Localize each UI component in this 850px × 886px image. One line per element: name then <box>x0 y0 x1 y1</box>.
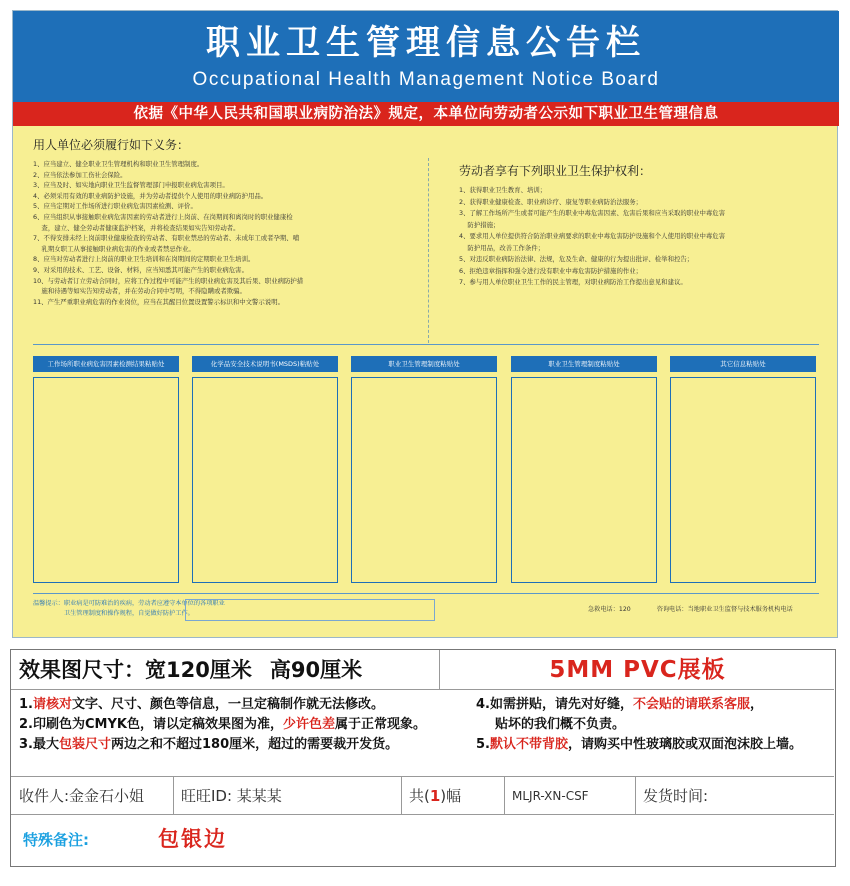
law-notice-bar: 依据《中华人民共和国职业病防治法》规定，本单位向劳动者公示如下职业卫生管理信息 <box>13 102 839 126</box>
warm-tip-line: 温馨提示：职业病是可防难治的疾病，劳动者应遵守本单位的各项职业 <box>33 600 225 607</box>
panel-paste-area <box>351 377 497 583</box>
panel-hazard-results <box>33 356 179 584</box>
tip-frame <box>185 599 435 621</box>
rights-title: 劳动者享有下列职业卫生保护权利： <box>459 164 652 178</box>
list-item: 5、应当定期对工作场所进行职业病危害因素检测、评价。 <box>33 202 197 211</box>
note-3: 3.最大包装尺寸两边之和不超过180厘米，超过的需要裁开发货。 <box>19 737 399 752</box>
note-5: 5.默认不带背胶，请购买中性玻璃胶或双面泡沫胶上墙。 <box>476 737 803 752</box>
size-width: 宽120厘米 <box>145 658 252 682</box>
list-item: 2、获得职业健康检查、职业病诊疗、康复等职业病防治法服务； <box>459 197 643 206</box>
column-divider <box>428 158 429 343</box>
list-item: 8、应当对劳动者进行上岗前的职业卫生培训和在岗期间的定期职业卫生培训。 <box>33 255 255 264</box>
list-item: 防护用品，改善工作条件； <box>459 243 545 252</box>
footer-separator <box>33 593 819 594</box>
list-item: 5、对违反职业病防治法律、法规，危及生命、健康的行为提出批评、检举和控告； <box>459 255 694 263</box>
list-item: 查，建立、健全劳动者健康监护档案，并将检查结果如实告知劳动者。 <box>33 223 240 232</box>
list-item: 11、产生严重职业病危害的作业岗位，应当在其醒目位置设置警示标识和中文警示说明。 <box>33 297 284 306</box>
panel-paste-area <box>511 377 657 583</box>
spec-notes <box>11 690 834 777</box>
warm-tip-line: 卫生管理制度和操作规程，自觉做好防护工作。 <box>33 609 194 617</box>
list-item: 7、参与用人单位职业卫生工作的民主管理，对职业病防治工作提出意见和建议。 <box>459 278 687 286</box>
panel-header: 工作场所职业病危害因素检测结果粘贴处 <box>33 356 179 372</box>
panel-header: 其它信息粘贴处 <box>670 356 816 372</box>
panel-msds <box>192 356 338 584</box>
notice-board <box>12 10 838 638</box>
board-header <box>13 11 839 102</box>
remark-value: 包银边 <box>158 827 227 851</box>
board-title-en: Occupational Health Management Notice Board <box>192 69 660 90</box>
rights-section <box>459 163 819 289</box>
recipient: 收件人:金金石小姐 <box>19 787 145 805</box>
list-item: 3、应当及时、如实地向职业卫生监督管理部门申报职业病危害项目。 <box>33 181 229 190</box>
section-separator <box>33 344 819 345</box>
spec-row-shipping <box>11 777 834 815</box>
consult-phone: 咨询电话：当地职业卫生监督与技术服务机构电话 <box>656 606 793 613</box>
quantity: 共(1)幅 <box>409 787 462 805</box>
list-item: 9、对采用的技术、工艺、设备、材料，应当知悉其可能产生的职业病危害。 <box>33 265 248 274</box>
size-info <box>19 656 362 684</box>
list-item: 3、了解工作场所产生或者可能产生的职业中毒危害因素、危害后果和应当采取的职业中毒危害 <box>459 209 726 217</box>
panel-other-info <box>670 356 816 584</box>
phone-info <box>588 604 793 613</box>
note-4: 4.如需拼贴，请先对好缝，不会贴的请联系客服， <box>476 697 764 712</box>
list-item: 防护措施； <box>459 220 500 229</box>
panel-paste-area <box>670 377 816 583</box>
list-item: 10、与劳动者订立劳动合同时，应将工作过程中可能产生的职业病危害及其后果、职业病防护措 <box>33 276 304 285</box>
product-code: MLJR-XN-CSF <box>512 789 589 803</box>
material-label: 5MM PVC展板 <box>549 657 726 683</box>
note-1: 1.请核对文字、尺寸、颜色等信息，一旦定稿制作就无法修改。 <box>19 697 385 712</box>
ship-time: 发货时间: <box>643 787 709 805</box>
board-title-cn: 职业卫生管理信息公告栏 <box>206 23 646 63</box>
duties-section <box>33 137 418 307</box>
size-height: 高90厘米 <box>269 658 363 682</box>
list-item: 6、应当组织从事接触职业病危害因素的劳动者进行上岗前、在岗期间和离岗时的职业健康检 <box>33 212 293 221</box>
list-item: 施和待遇等如实告知劳动者，并在劳动合同中写明，不得隐瞒或者欺骗。 <box>33 287 246 296</box>
list-item: 乳期女职工从事接触职业病危害的作业或者禁忌作业。 <box>33 244 195 253</box>
panel-rules-1 <box>351 356 497 584</box>
list-item: 7、不得安排未经上岗前职业健康检查的劳动者、有职业禁忌的劳动者、未成年工或者孕期、哺 <box>33 234 300 243</box>
remark-label: 特殊备注: <box>23 831 89 849</box>
wangwang-id: 旺旺ID: 某某某 <box>181 787 282 805</box>
note-4-cont: 贴坏的我们概不负责。 <box>495 717 626 732</box>
panel-header: 职业卫生管理制度粘贴处 <box>351 356 497 372</box>
size-label: 效果图尺寸： <box>19 658 145 682</box>
spec-table <box>10 649 836 867</box>
panel-paste-area <box>33 377 179 583</box>
spec-row-size <box>11 650 834 690</box>
spec-row-remark <box>11 815 834 865</box>
panel-paste-area <box>192 377 338 583</box>
panel-header: 化学品安全技术说明书(MSDS)粘贴处 <box>192 356 338 372</box>
duties-list <box>33 159 418 307</box>
panel-header: 职业卫生管理制度粘贴处 <box>511 356 657 372</box>
duties-title: 用人单位必须履行如下义务： <box>33 138 190 152</box>
rights-list <box>459 185 819 289</box>
list-item: 2、应当依法参加工伤社会保险。 <box>33 170 127 179</box>
note-2: 2.印刷色为CMYK色，请以定稿效果图为准，少许色差属于正常现象。 <box>19 717 426 732</box>
list-item: 1、获得职业卫生教育、培训； <box>459 186 547 194</box>
list-item: 4、必须采用有效的职业病防护设施，并为劳动者提供个人使用的职业病防护用品。 <box>33 191 268 200</box>
emergency-phone: 急救电话：120 <box>588 606 631 613</box>
list-item: 1、应当建立、健全职业卫生管理机构和职业卫生管理制度。 <box>33 160 204 168</box>
list-item: 4、要求用人单位提供符合防治职业病要求的职业中毒危害防护设施和个人使用的职业中毒危害 <box>459 232 726 240</box>
panel-rules-2 <box>511 356 657 584</box>
list-item: 6、拒绝违章指挥和强令进行没有职业中毒危害防护措施的作业； <box>459 266 643 275</box>
